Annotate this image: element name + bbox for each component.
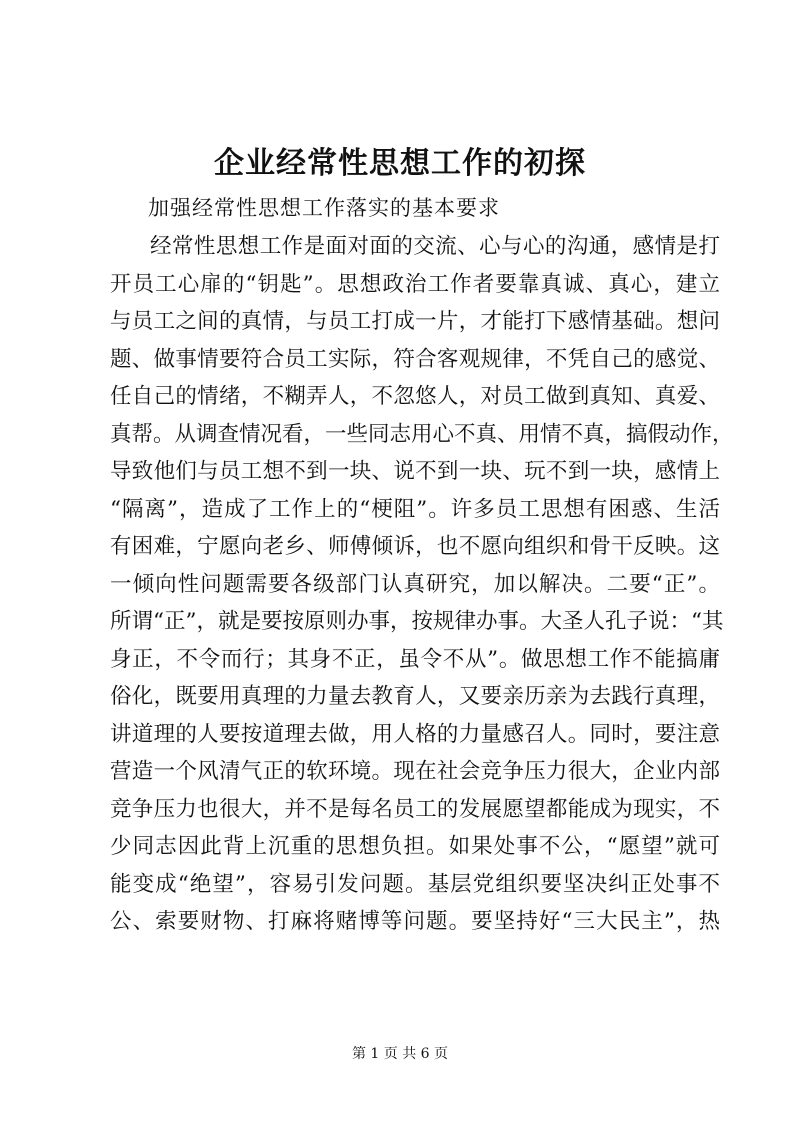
- text-line: 少同志因此背上沉重的思想负担。如果处事不公，“愿望”就可: [110, 834, 720, 859]
- text-line: 营造一个风清气正的软环境。现在社会竞争压力很大，企业内部: [110, 759, 720, 784]
- text-line: 一倾向性问题需要各级部门认真研究，加以解决。二要“正”。: [110, 571, 720, 597]
- document-title: 企业经常性思想工作的初探: [214, 146, 586, 181]
- text-line: 任自己的情绪，不糊弄人，不忽悠人，对员工做到真知、真爱、: [110, 384, 720, 409]
- text-line: 开员工心扉的“钥匙”。思想政治工作者要靠真诚、真心，建立: [110, 271, 720, 297]
- page-footer: 第 1 页 共 6 页: [351, 1046, 449, 1062]
- section-heading: 加强经常性思想工作落实的基本要求: [148, 196, 500, 220]
- body-text: [110, 228, 734, 941]
- text-line: 所谓“正”，就是要按原则办事，按规律办事。大圣人孔子说：“其: [110, 609, 724, 634]
- text-line: 俗化，既要用真理的力量去教育人，又要亲历亲为去践行真理，: [110, 684, 720, 709]
- text-line: 能变成“绝望”，容易引发问题。基层党组织要坚决纠正处事不: [110, 871, 720, 897]
- text-line: 与员工之间的真情，与员工打成一片，才能打下感情基础。想问: [110, 309, 720, 334]
- text-line: 讲道理的人要按道理去做，用人格的力量感召人。同时，要注意: [110, 721, 720, 747]
- text-line: 导致他们与员工想不到一块、说不到一块、玩不到一块，感情上: [110, 459, 720, 484]
- text-line: 经常性思想工作是面对面的交流、心与心的沟通，感情是打: [150, 234, 720, 259]
- text-line: 竞争压力也很大，并不是每名员工的发展愿望都能成为现实，不: [110, 796, 720, 822]
- text-line: 身正，不令而行；其身不正，虽令不从”。做思想工作不能搞庸: [110, 646, 720, 672]
- text-line: 真帮。从调查情况看，一些同志用心不真、用情不真，搞假动作，: [110, 421, 734, 447]
- text-line: “隔离”，造成了工作上的“梗阻”。许多员工思想有困惑、生活: [110, 496, 720, 522]
- text-line: 有困难，宁愿向老乡、师傅倾诉，也不愿向组织和骨干反映。这: [110, 534, 720, 559]
- text-line: 公、索要财物、打麻将赌博等问题。要坚持好“三大民主”，热: [110, 909, 720, 934]
- text-line: 题、做事情要符合员工实际，符合客观规律，不凭自己的感觉、: [110, 346, 720, 372]
